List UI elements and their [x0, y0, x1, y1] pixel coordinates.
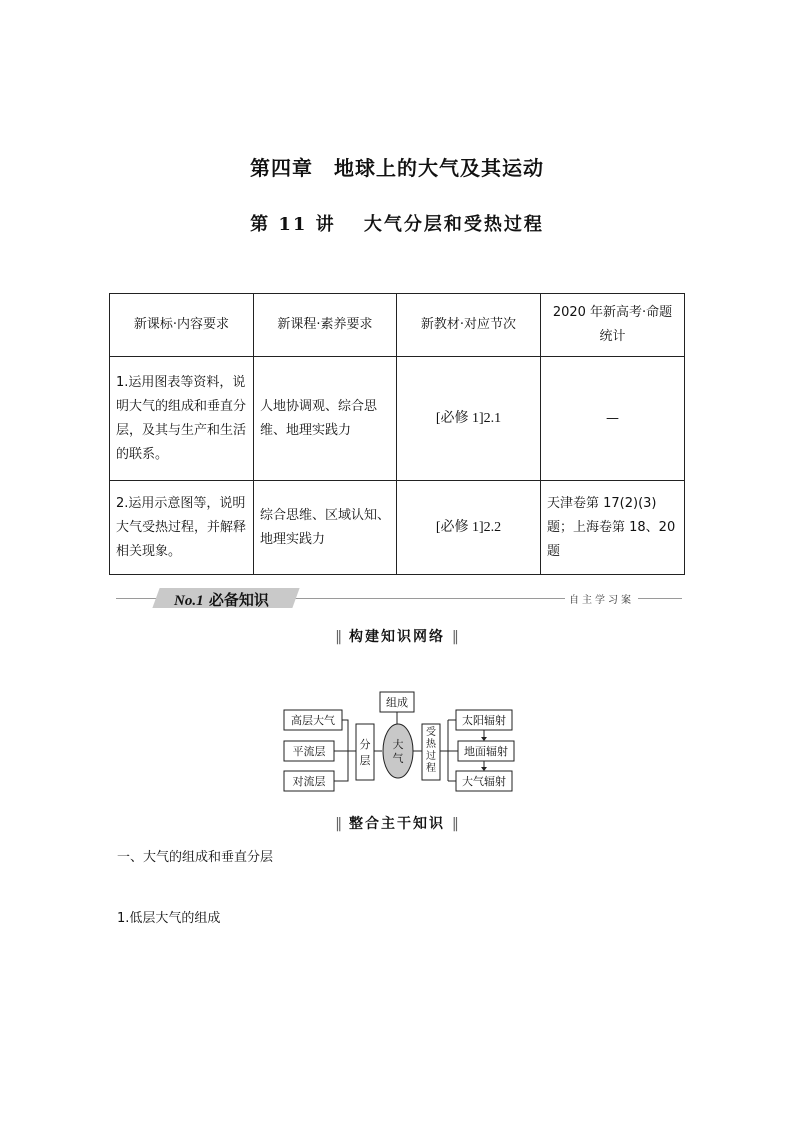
label-ground-radiation: 地面辐射: [464, 746, 508, 758]
requirements-table: [109, 293, 685, 575]
banner-number: No.1: [174, 593, 204, 609]
chapter-title: 第四章 地球上的大气及其运动: [250, 156, 544, 180]
lesson-title: 第 11 讲 大气分层和受热过程: [250, 214, 544, 235]
table-cell: [必修 1]2.1: [397, 357, 541, 481]
table-header-cell: 2020 年新高考·命题统计: [541, 294, 685, 357]
knowledge-network-diagram: [282, 688, 516, 794]
table-header-cell: 新课标·内容要求: [110, 294, 254, 357]
subheading-lower-atmosphere: 1.低层大气的组成: [117, 911, 221, 926]
section-heading-integrate: [0, 813, 794, 833]
label-atmosphere: 气: [392, 753, 404, 765]
bars-left-icon: ‖: [335, 629, 343, 645]
table-cell: 2.运用示意图等，说明大气受热过程，并解释相关现象。: [110, 481, 254, 575]
label-heating-process: 受: [426, 727, 436, 738]
banner-label: [174, 589, 269, 610]
label-upper-atmosphere: 高层大气: [291, 715, 335, 727]
label-atmosphere: 大: [392, 739, 404, 751]
bars-right-icon: ‖: [451, 629, 459, 645]
table-header-cell: 新课程·素养要求: [254, 294, 397, 357]
arrow-down-icon: [481, 767, 487, 771]
heading-composition-layers: 一、大气的组成和垂直分层: [117, 850, 274, 865]
label-heating-process: 热: [426, 739, 436, 750]
label-layers: 层: [359, 755, 371, 767]
section-banner: [116, 588, 682, 610]
right-bracket: [440, 720, 458, 781]
left-bracket: [334, 720, 356, 781]
atmosphere-node: [383, 724, 413, 778]
label-solar-radiation: 太阳辐射: [462, 715, 506, 727]
table-cell: 人地协调观、综合思维、地理实践力: [254, 357, 397, 481]
table-header-cell: 新教材·对应节次: [397, 294, 541, 357]
label-layers: 分: [359, 739, 371, 751]
banner-right-text: 自主学习案: [565, 591, 638, 606]
label-heating-process: 程: [426, 763, 436, 774]
table-cell: 天津卷第 17(2)(3)题；上海卷第 18、20 题: [541, 481, 685, 575]
banner-title: 必备知识: [208, 591, 269, 609]
label-troposphere: 对流层: [292, 776, 326, 788]
label-stratosphere: 平流层: [292, 746, 326, 758]
label-heating-process: 过: [426, 751, 436, 762]
section-heading-label: 整合主干知识: [349, 816, 445, 832]
bars-left-icon: ‖: [335, 816, 343, 832]
label-composition: 组成: [386, 697, 408, 709]
table-cell: [必修 1]2.2: [397, 481, 541, 575]
table-row: [110, 481, 685, 575]
box-layers: [356, 724, 374, 780]
bars-right-icon: ‖: [451, 816, 459, 832]
section-heading-label: 构建知识网络: [349, 629, 445, 645]
table-row: [110, 357, 685, 481]
table-cell: 综合思维、区域认知、地理实践力: [254, 481, 397, 575]
table-cell: 1.运用图表等资料，说明大气的组成和垂直分层，及其与生产和生活的联系。: [110, 357, 254, 481]
table-header-row: [110, 294, 685, 357]
arrow-down-icon: [481, 737, 487, 741]
label-atmospheric-radiation: 大气辐射: [462, 776, 506, 788]
table-cell: —: [541, 357, 685, 481]
section-heading-network: [0, 626, 794, 646]
